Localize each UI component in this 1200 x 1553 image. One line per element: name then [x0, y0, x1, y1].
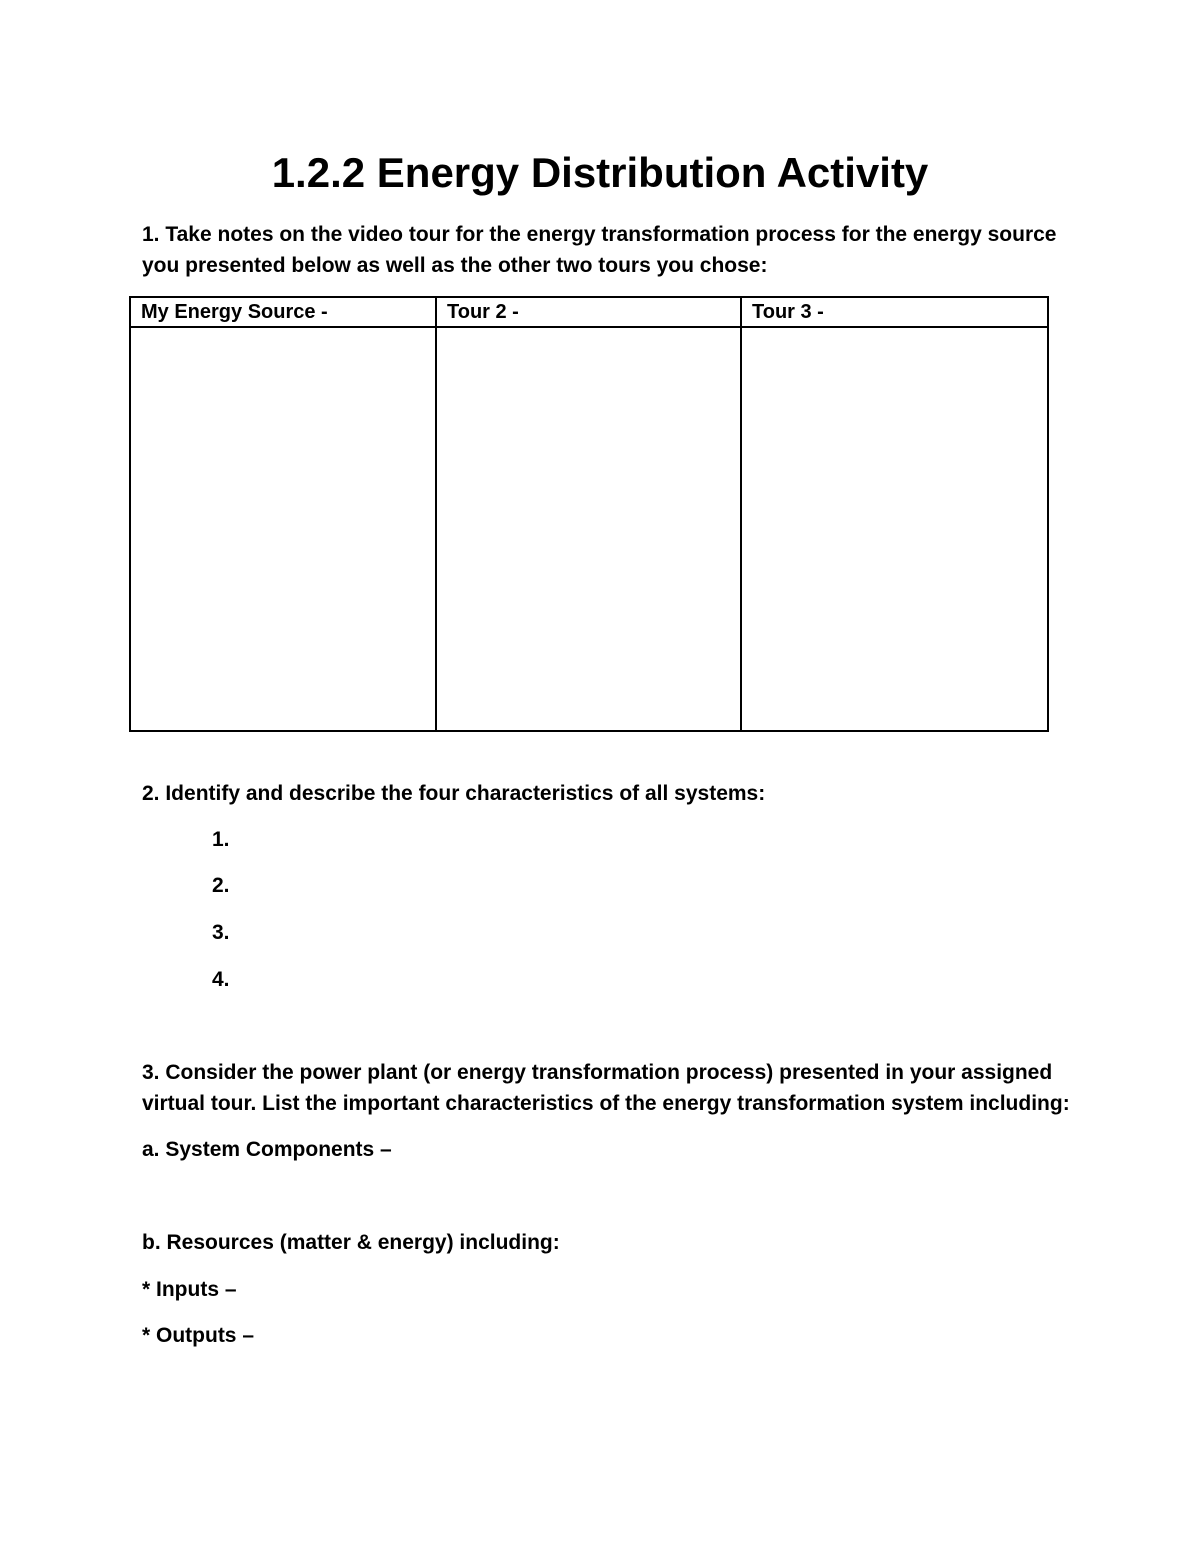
- characteristic-item-4: 4.: [212, 968, 230, 991]
- notes-cell-my-energy-source[interactable]: [130, 327, 436, 731]
- notes-cell-tour-2[interactable]: [436, 327, 741, 731]
- question-3: [142, 1057, 1070, 1119]
- notes-cell-tour-3[interactable]: [741, 327, 1048, 731]
- header-tour-3: Tour 3 -: [741, 297, 1048, 327]
- resources-label: b. Resources (matter & energy) including:: [142, 1231, 560, 1254]
- question-3-line-2: virtual tour. List the important characteristics of the energy transformation system including:: [142, 1092, 1070, 1115]
- notes-table: [129, 296, 1049, 732]
- characteristic-item-1: 1.: [212, 828, 230, 851]
- question-1-line-2: you presented below as well as the other two tours you chose:: [142, 254, 768, 277]
- characteristic-item-3: 3.: [212, 921, 230, 944]
- question-1-line-1: 1. Take notes on the video tour for the energy transformation process for the energy source: [142, 223, 1057, 246]
- question-3-line-1: 3. Consider the power plant (or energy transformation process) presented in your assigned: [142, 1061, 1053, 1084]
- inputs-label: * Inputs –: [142, 1278, 237, 1301]
- question-1: [142, 219, 1062, 281]
- question-2: 2. Identify and describe the four characteristics of all systems:: [142, 782, 766, 805]
- outputs-label: * Outputs –: [142, 1324, 255, 1347]
- page-title: 1.2.2 Energy Distribution Activity: [271, 149, 929, 196]
- header-my-energy-source: My Energy Source -: [130, 297, 436, 327]
- characteristic-item-2: 2.: [212, 874, 230, 897]
- header-tour-2: Tour 2 -: [436, 297, 741, 327]
- system-components-label: a. System Components –: [142, 1138, 392, 1161]
- table-notes-row: [130, 327, 1048, 731]
- table-header-row: [130, 297, 1048, 327]
